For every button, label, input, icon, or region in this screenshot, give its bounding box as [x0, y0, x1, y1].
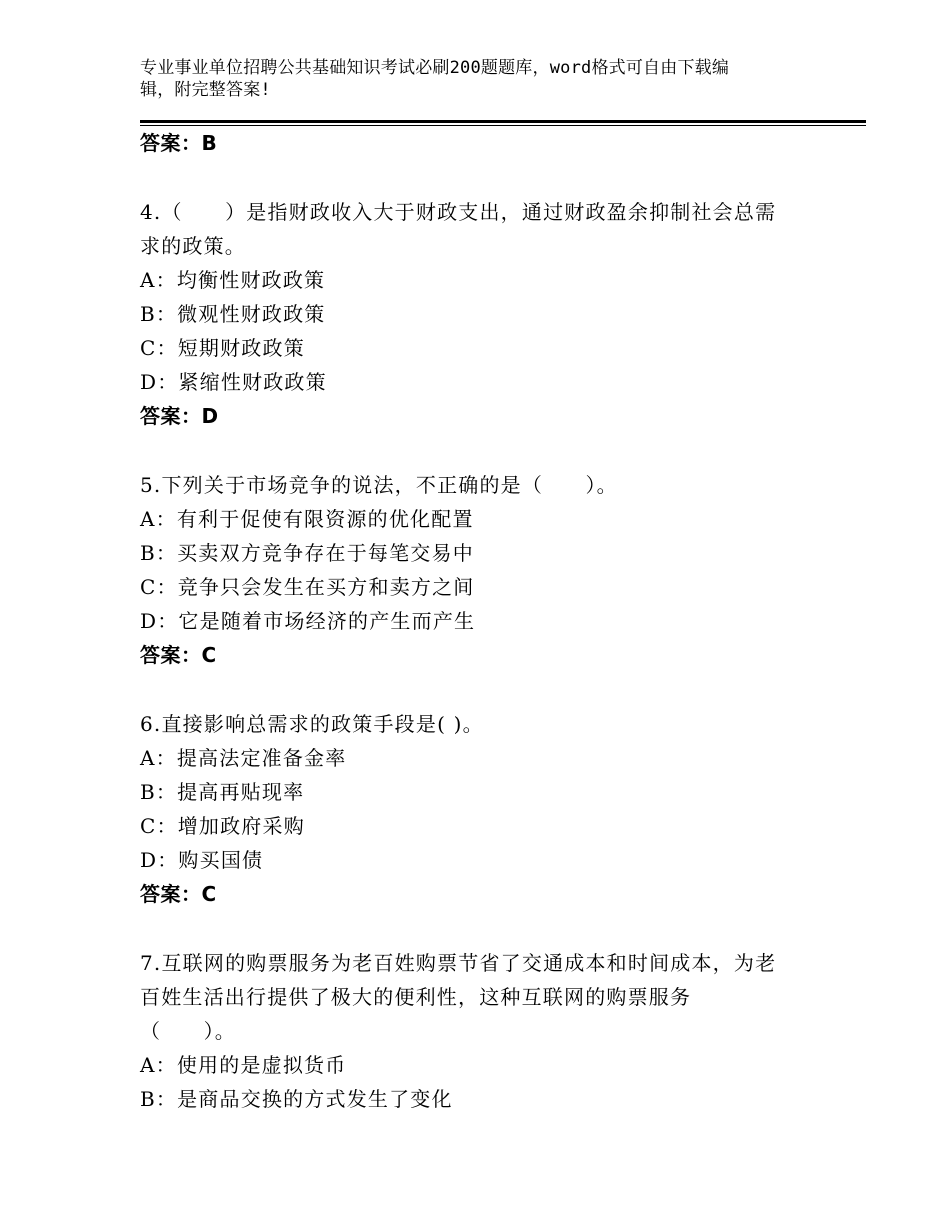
- question-4-option-c: C：短期财政政策: [140, 336, 305, 360]
- question-6-option-c: C：增加政府采购: [140, 814, 305, 838]
- question-7-stem-line-1: 7.互联网的购票服务为老百姓购票节省了交通成本和时间成本，为老: [140, 951, 777, 975]
- question-4-answer: 答案：D: [140, 404, 219, 428]
- question-4-stem-line-1: 4.（ ）是指财政收入大于财政支出，通过财政盈余抑制社会总需: [140, 200, 777, 224]
- question-4-option-d: D：紧缩性财政政策: [140, 370, 327, 394]
- question-6-answer: 答案：C: [140, 882, 217, 906]
- header-rule: [140, 120, 866, 123]
- header-line-2: 辑，附完整答案!: [140, 80, 271, 100]
- question-4-option-b: B：微观性财政政策: [140, 302, 326, 326]
- question-6-option-a: A：提高法定准备金率: [140, 746, 347, 770]
- question-6-option-d: D：购买国债: [140, 848, 264, 872]
- question-7-stem-line-3: （ ）。: [140, 1019, 236, 1043]
- question-5-option-b: B：买卖双方竞争存在于每笔交易中: [140, 541, 474, 565]
- question-4-option-a: A：均衡性财政政策: [140, 268, 326, 292]
- question-5-option-a: A：有利于促使有限资源的优化配置: [140, 507, 474, 531]
- page-header: [140, 57, 800, 101]
- question-7-option-b: B：是商品交换的方式发生了变化: [140, 1087, 453, 1111]
- question-5-option-d: D：它是随着市场经济的产生而产生: [140, 609, 476, 633]
- question-5-option-c: C：竞争只会发生在买方和卖方之间: [140, 575, 475, 599]
- question-5-stem: 5.下列关于市场竞争的说法，不正确的是（ ）。: [140, 473, 618, 497]
- question-5-answer: 答案：C: [140, 643, 217, 667]
- question-7-option-a: A：使用的是虚拟货币: [140, 1053, 347, 1077]
- question-7-stem-line-2: 百姓生活出行提供了极大的便利性，这种互联网的购票服务: [140, 985, 692, 1009]
- header-line-1: 专业事业单位招聘公共基础知识考试必刷200题题库，word格式可自由下载编: [140, 58, 730, 78]
- question-6-stem: 6.直接影响总需求的政策手段是( )。: [140, 712, 484, 736]
- question-6-option-b: B：提高再贴现率: [140, 780, 305, 804]
- answer-previous: 答案：B: [140, 131, 218, 155]
- question-4-stem-line-2: 求的政策。: [140, 234, 246, 258]
- header-rule-thin: [140, 125, 866, 126]
